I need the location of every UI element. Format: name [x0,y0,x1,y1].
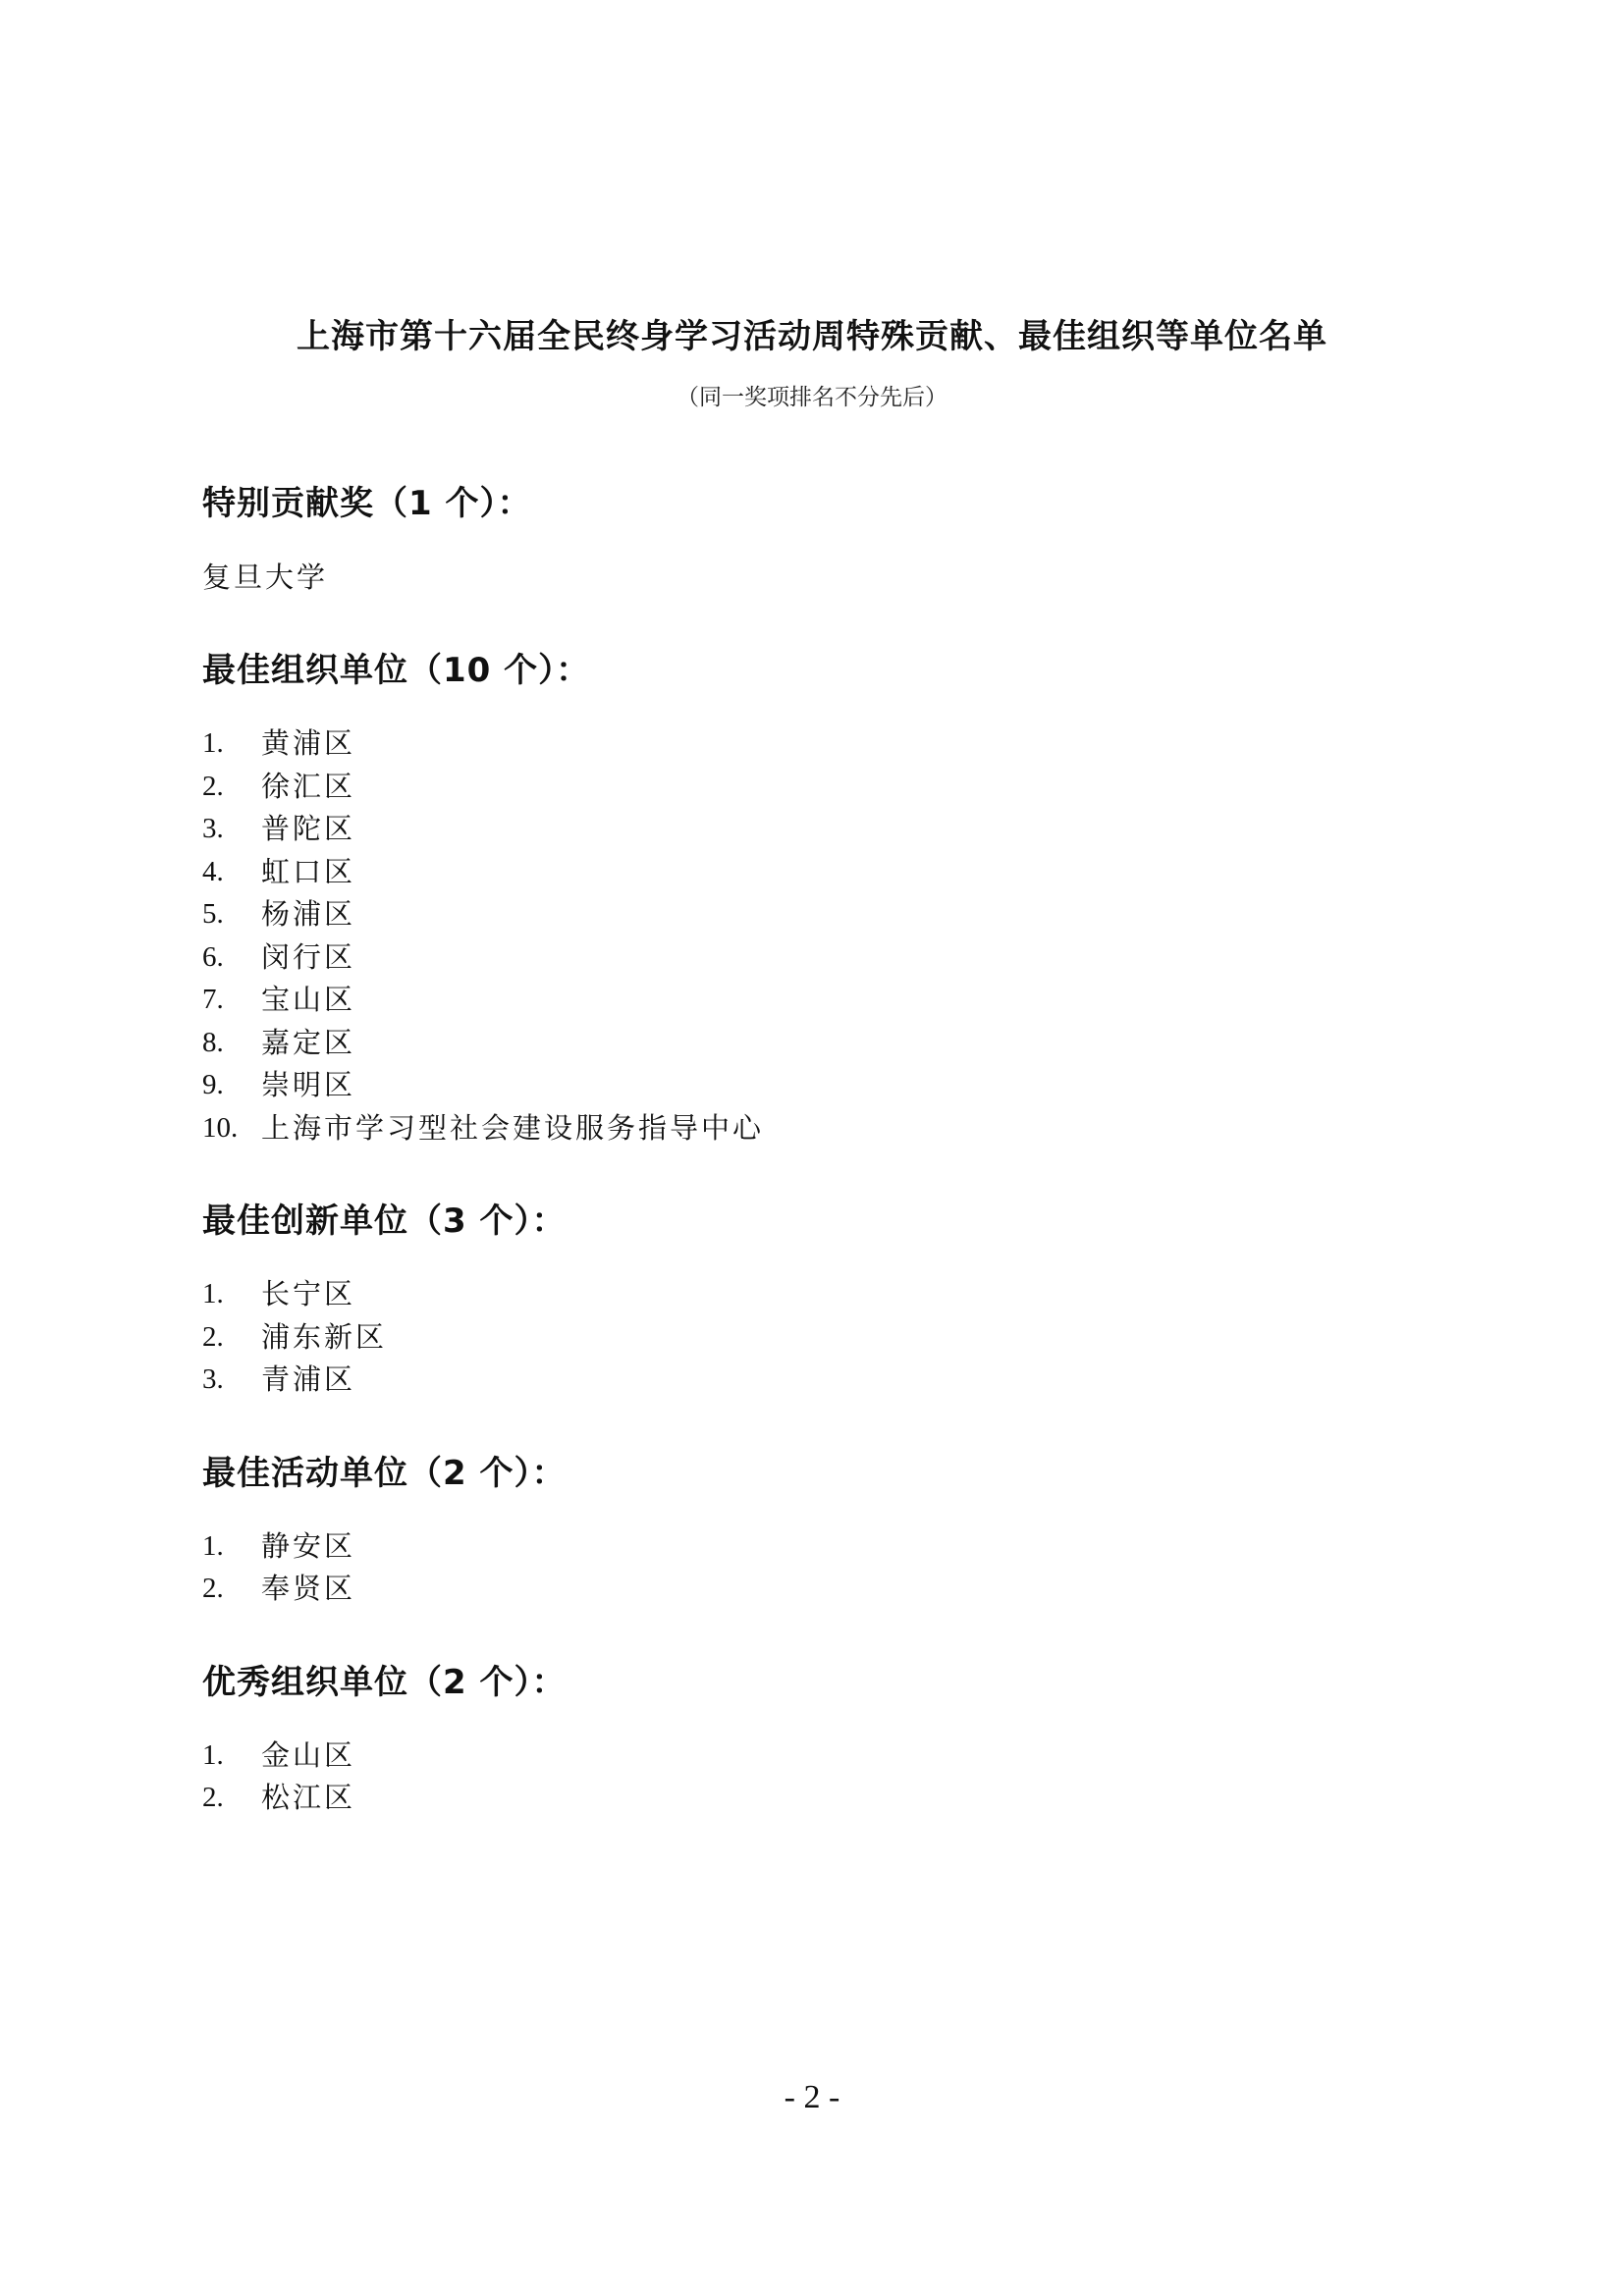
item-text: 杨浦区 [261,897,356,931]
section-best-organization [202,636,1430,1149]
section-best-innovation [202,1187,1430,1402]
item-text: 静安区 [261,1528,356,1563]
list-item [202,1525,1430,1569]
item-number: 3. [202,1363,224,1395]
item-text: 嘉定区 [261,1025,356,1059]
list-item [202,1022,1430,1065]
list-item [202,1777,1430,1820]
section-excellent-organization [202,1648,1430,1820]
item-text: 徐汇区 [261,769,356,803]
recipient-list [202,1525,1430,1611]
list-item [202,766,1430,809]
item-text: 闵行区 [261,939,356,974]
item-number: 2. [202,1782,224,1813]
item-number: 3. [202,813,224,844]
recipient-list [202,1735,1430,1820]
list-item [202,808,1430,851]
list-item [202,893,1430,936]
item-number: 6. [202,940,224,973]
item-number: 2. [202,770,224,802]
item-text: 黄浦区 [261,726,356,760]
document-body [202,469,1430,1857]
list-item [202,722,1430,766]
item-number: 8. [202,1026,224,1058]
list-item [202,979,1430,1022]
item-text: 奉贤区 [261,1572,356,1605]
section-heading: 最佳活动单位（2 个）： [202,1453,567,1493]
item-text: 青浦区 [261,1362,356,1396]
item-text: 普陀区 [261,812,356,845]
item-number: 1. [202,1278,224,1309]
item-text: 金山区 [261,1737,356,1772]
award-recipient: 复旦大学 [202,561,329,594]
list-item [202,1568,1430,1611]
recipient-list [202,722,1430,1149]
list-item [202,1107,1430,1150]
document-subtitle: （同一奖项排名不分先后） [677,385,947,410]
item-number: 1. [202,1738,224,1771]
list-item [202,1735,1430,1778]
list-item [202,851,1430,894]
item-text: 浦东新区 [261,1319,388,1354]
item-number: 7. [202,984,224,1015]
list-item [202,936,1430,980]
item-number: 1. [202,727,224,759]
item-text: 上海市学习型社会建设服务指导中心 [261,1110,765,1145]
list-item [202,1316,1430,1360]
section-heading: 特别贡献奖（1 个）： [202,484,532,523]
recipient-list [202,1273,1430,1402]
item-text: 松江区 [261,1781,356,1814]
list-item [202,1359,1430,1402]
list-item [202,1064,1430,1107]
item-number: 2. [202,1320,224,1353]
item-text: 崇明区 [261,1068,356,1101]
section-heading: 最佳创新单位（3 个）： [202,1201,567,1241]
item-number: 9. [202,1069,224,1100]
item-text: 虹口区 [261,854,356,888]
section-best-activity [202,1439,1430,1611]
item-number: 10. [202,1111,239,1144]
item-number: 5. [202,898,224,930]
item-number: 4. [202,855,224,887]
document-title: 上海市第十六届全民终身学习活动周特殊贡献、最佳组织等单位名单 [297,317,1327,356]
section-heading: 最佳组织单位（10 个）： [202,651,591,690]
section-special-contribution [202,469,1430,599]
section-heading: 优秀组织单位（2 个）： [202,1662,567,1702]
item-text: 长宁区 [261,1277,356,1310]
item-text: 宝山区 [261,983,356,1016]
page-number: - 2 - [784,2079,840,2115]
list-item [202,1273,1430,1316]
item-number: 2. [202,1573,224,1604]
item-number: 1. [202,1529,224,1562]
